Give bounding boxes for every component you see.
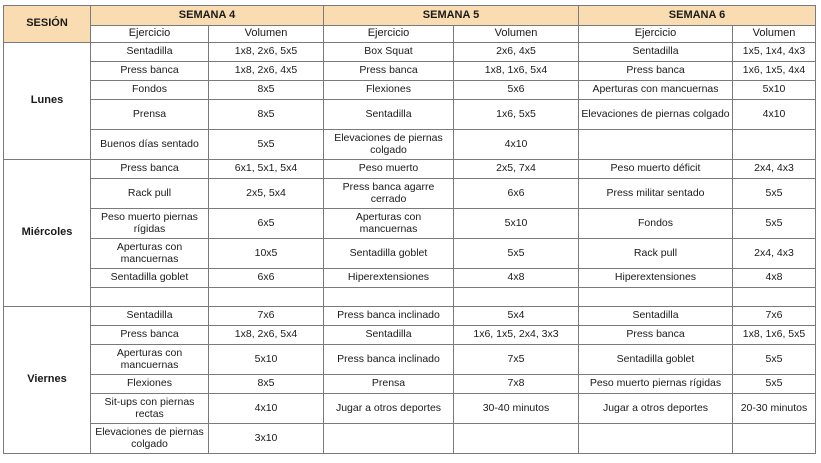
table-row xyxy=(4,160,816,179)
exercise-column-header: Ejercicio xyxy=(324,26,454,43)
volume-cell: 6x6 xyxy=(209,269,324,288)
volume-cell: 8x5 xyxy=(209,375,324,394)
week-5-header: SEMANA 5 xyxy=(324,6,579,26)
volume-cell: 1x8, 2x6, 5x5 xyxy=(209,43,324,62)
volume-cell: 1x8, 2x6, 4x5 xyxy=(209,62,324,81)
volume-cell: 5x5 xyxy=(733,209,816,239)
volume-cell: 5x5 xyxy=(733,345,816,375)
table-row xyxy=(4,375,816,394)
exercise-cell: Rack pull xyxy=(579,239,733,269)
volume-cell xyxy=(733,288,816,307)
exercise-cell: Sentadilla goblet xyxy=(324,239,454,269)
volume-cell: 5x5 xyxy=(209,130,324,160)
table-row xyxy=(4,179,816,209)
session-day-cell: Miércoles xyxy=(4,160,91,307)
table-row xyxy=(4,62,816,81)
table-row xyxy=(4,424,816,454)
volume-cell: 8x5 xyxy=(209,81,324,100)
exercise-cell: Sentadilla xyxy=(91,43,209,62)
exercise-cell: Jugar a otros deportes xyxy=(579,394,733,424)
table-header xyxy=(4,6,816,43)
volume-cell: 5x5 xyxy=(454,239,579,269)
volume-cell xyxy=(209,288,324,307)
volume-cell: 6x1, 5x1, 5x4 xyxy=(209,160,324,179)
volume-cell: 5x4 xyxy=(454,307,579,326)
exercise-cell: Press banca agarre cerrado xyxy=(324,179,454,209)
table-row xyxy=(4,100,816,130)
exercise-cell: Press banca xyxy=(91,326,209,345)
exercise-cell: Sentadilla xyxy=(91,307,209,326)
exercise-cell: Elevaciones de piernas colgado xyxy=(91,424,209,454)
exercise-cell: Fondos xyxy=(579,209,733,239)
exercise-cell xyxy=(324,424,454,454)
table-row xyxy=(4,307,816,326)
volume-cell: 7x5 xyxy=(454,345,579,375)
volume-cell: 5x10 xyxy=(209,345,324,375)
table-row xyxy=(4,345,816,375)
table-row xyxy=(4,288,816,307)
exercise-cell: Prensa xyxy=(91,100,209,130)
volume-cell: 1x8, 1x6, 5x4 xyxy=(454,62,579,81)
exercise-cell: Sentadilla xyxy=(579,43,733,62)
volume-cell: 1x5, 1x4, 4x3 xyxy=(733,43,816,62)
volume-cell: 20-30 minutos xyxy=(733,394,816,424)
exercise-cell: Sentadilla goblet xyxy=(579,345,733,375)
exercise-cell: Aperturas con mancuernas xyxy=(91,345,209,375)
table-row xyxy=(4,43,816,62)
table-row xyxy=(4,326,816,345)
volume-cell: 1x8, 2x6, 5x4 xyxy=(209,326,324,345)
exercise-cell xyxy=(91,288,209,307)
volume-cell: 1x6, 1x5, 2x4, 3x3 xyxy=(454,326,579,345)
exercise-cell: Jugar a otros deportes xyxy=(324,394,454,424)
table-row xyxy=(4,130,816,160)
volume-cell: 4x10 xyxy=(209,394,324,424)
training-schedule-table xyxy=(3,5,816,454)
volume-cell: 1x6, 5x5 xyxy=(454,100,579,130)
volume-column-header: Volumen xyxy=(209,26,324,43)
exercise-cell: Elevaciones de piernas colgado xyxy=(579,100,733,130)
session-day-cell: Lunes xyxy=(4,43,91,160)
exercise-cell: Press banca xyxy=(579,326,733,345)
volume-cell: 7x6 xyxy=(209,307,324,326)
volume-cell: 5x10 xyxy=(733,81,816,100)
volume-cell: 2x4, 4x3 xyxy=(733,239,816,269)
volume-cell: 1x8, 1x6, 5x5 xyxy=(733,326,816,345)
exercise-cell: Press banca inclinado xyxy=(324,345,454,375)
week-6-header: SEMANA 6 xyxy=(579,6,816,26)
volume-cell: 2x4, 4x3 xyxy=(733,160,816,179)
volume-cell: 1x6, 1x5, 4x4 xyxy=(733,62,816,81)
table-body xyxy=(4,43,816,454)
volume-cell: 5x6 xyxy=(454,81,579,100)
volume-column-header: Volumen xyxy=(733,26,816,43)
table-row xyxy=(4,239,816,269)
volume-cell: 4x10 xyxy=(454,130,579,160)
volume-cell: 4x8 xyxy=(733,269,816,288)
exercise-cell xyxy=(324,288,454,307)
exercise-cell: Fondos xyxy=(91,81,209,100)
volume-cell: 10x5 xyxy=(209,239,324,269)
exercise-cell xyxy=(579,424,733,454)
table-row xyxy=(4,394,816,424)
exercise-cell: Sentadilla xyxy=(579,307,733,326)
session-day-cell: Viernes xyxy=(4,307,91,454)
volume-cell xyxy=(454,424,579,454)
volume-cell: 2x5, 7x4 xyxy=(454,160,579,179)
table-row xyxy=(4,81,816,100)
volume-cell: 2x6, 4x5 xyxy=(454,43,579,62)
session-column-header: SESIÓN xyxy=(4,6,91,43)
exercise-cell xyxy=(579,130,733,160)
volume-column-header: Volumen xyxy=(454,26,579,43)
exercise-cell: Peso muerto déficit xyxy=(579,160,733,179)
exercise-cell: Press banca xyxy=(324,62,454,81)
exercise-cell: Flexiones xyxy=(91,375,209,394)
volume-cell: 5x10 xyxy=(454,209,579,239)
week-4-header: SEMANA 4 xyxy=(91,6,324,26)
table-row xyxy=(4,269,816,288)
exercise-cell: Press banca xyxy=(579,62,733,81)
exercise-cell: Prensa xyxy=(324,375,454,394)
volume-cell xyxy=(733,424,816,454)
table-row xyxy=(4,209,816,239)
volume-cell: 5x5 xyxy=(733,179,816,209)
exercise-cell: Press banca xyxy=(91,160,209,179)
exercise-cell xyxy=(579,288,733,307)
exercise-cell: Box Squat xyxy=(324,43,454,62)
exercise-cell: Aperturas con mancuernas xyxy=(324,209,454,239)
volume-cell: 6x5 xyxy=(209,209,324,239)
exercise-cell: Peso muerto xyxy=(324,160,454,179)
exercise-cell: Buenos días sentado xyxy=(91,130,209,160)
volume-cell: 8x5 xyxy=(209,100,324,130)
exercise-column-header: Ejercicio xyxy=(579,26,733,43)
exercise-cell: Peso muerto piernas rígidas xyxy=(91,209,209,239)
volume-cell: 7x6 xyxy=(733,307,816,326)
volume-cell: 7x8 xyxy=(454,375,579,394)
exercise-cell: Sentadilla xyxy=(324,326,454,345)
exercise-cell: Elevaciones de piernas colgado xyxy=(324,130,454,160)
volume-cell: 6x6 xyxy=(454,179,579,209)
exercise-cell: Aperturas con mancuernas xyxy=(579,81,733,100)
exercise-cell: Press militar sentado xyxy=(579,179,733,209)
volume-cell: 4x8 xyxy=(454,269,579,288)
exercise-cell: Press banca inclinado xyxy=(324,307,454,326)
volume-cell: 30-40 minutos xyxy=(454,394,579,424)
exercise-cell: Hiperextensiones xyxy=(324,269,454,288)
exercise-cell: Sit-ups con piernas rectas xyxy=(91,394,209,424)
volume-cell: 4x10 xyxy=(733,100,816,130)
exercise-cell: Press banca xyxy=(91,62,209,81)
exercise-cell: Sentadilla xyxy=(324,100,454,130)
exercise-cell: Flexiones xyxy=(324,81,454,100)
exercise-cell: Sentadilla goblet xyxy=(91,269,209,288)
exercise-cell: Peso muerto piernas rígidas xyxy=(579,375,733,394)
volume-cell: 5x5 xyxy=(733,375,816,394)
exercise-column-header: Ejercicio xyxy=(91,26,209,43)
volume-cell xyxy=(733,130,816,160)
volume-cell xyxy=(454,288,579,307)
exercise-cell: Rack pull xyxy=(91,179,209,209)
exercise-cell: Aperturas con mancuernas xyxy=(91,239,209,269)
exercise-cell: Hiperextensiones xyxy=(579,269,733,288)
volume-cell: 2x5, 5x4 xyxy=(209,179,324,209)
volume-cell: 3x10 xyxy=(209,424,324,454)
